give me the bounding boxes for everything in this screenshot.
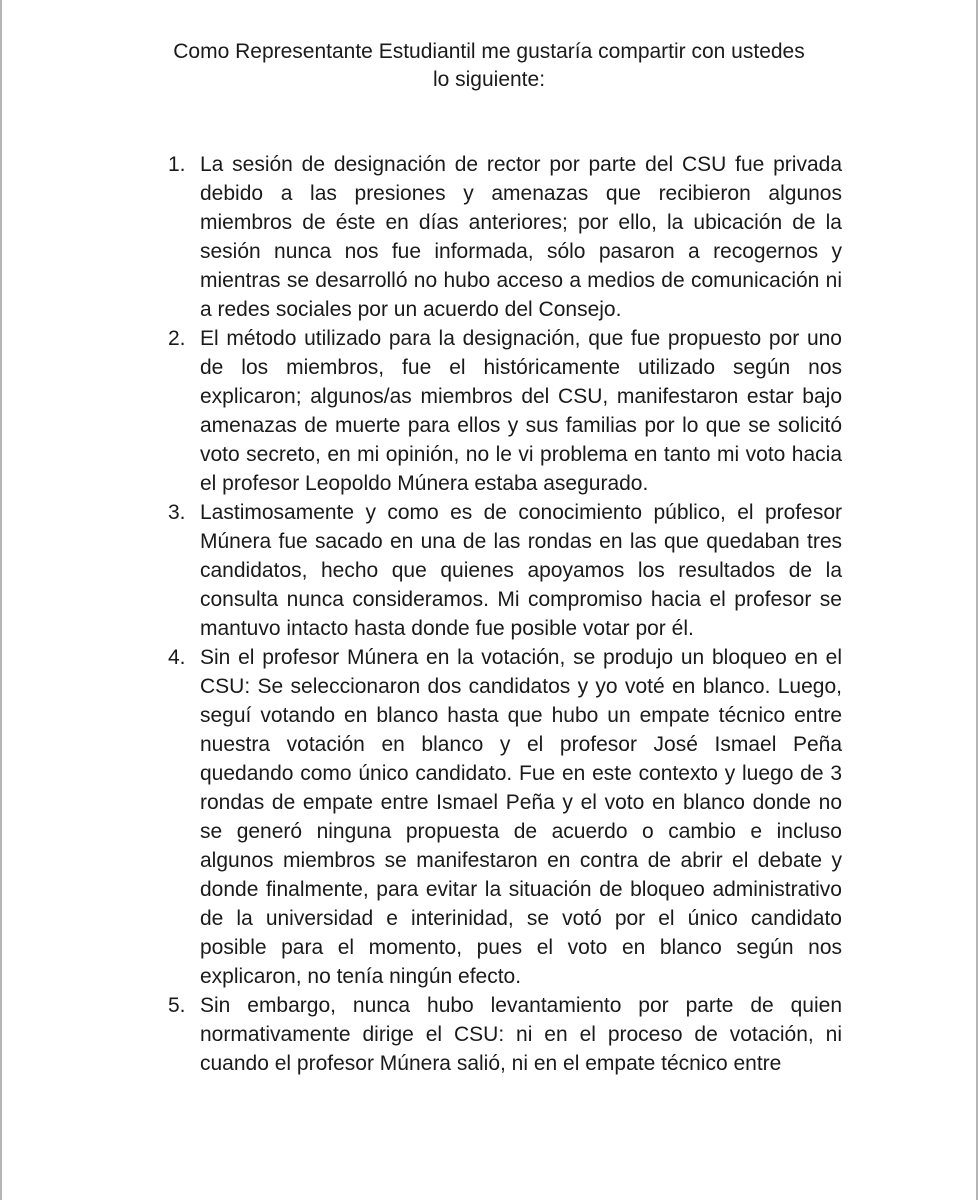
list-item-text: Lastimosamente y como es de conocimiento público, el profesor Múnera fue sacado en una de las rondas en las que quedaban tres candidatos, hecho que quienes apoyamos los resultados de la consulta nunca consideramos. Mi compromiso hacia el profesor se mantuvo intacto hasta donde fue posible votar por él. xyxy=(200,501,842,640)
list-number: 5. xyxy=(168,994,186,1017)
list-item-text: Sin embargo, nunca hubo levantamiento por parte de quien normativamente dirige el CSU: ni en el proceso de votación, ni cuando el profesor Múnera salió, ni en el empate técnico entre xyxy=(200,994,842,1075)
header-line-2: lo siguiente: xyxy=(432,68,546,91)
header-line-1: Como Representante Estudiantil me gustaría compartir con ustedes xyxy=(173,40,805,63)
list-item-text: La sesión de designación de rector por parte del CSU fue privada debido a las presiones y amenazas que recibieron algunos miembros de éste en días anteriores; por ello, la ubicación de la sesión nunca nos fue informada, sólo pasaron a recogernos y mientras se desarrolló no hubo acceso a medios de comunicación ni a redes sociales por un acuerdo del Consejo. xyxy=(200,153,842,321)
list-item-1 xyxy=(168,150,842,324)
document-header xyxy=(2,38,976,94)
list-number: 3. xyxy=(168,501,186,524)
list-number: 1. xyxy=(168,153,186,176)
list-item-text: El método utilizado para la designación, que fue propuesto por uno de los miembros, fue el históricamente utilizado según nos explicaron; algunos/as miembros del CSU, manifestaron estar bajo amenazas de muerte para ellos y sus familias por lo que se solicitó voto secreto, en mi opinión, no le vi problema en tanto mi voto hacia el profesor Leopoldo Múnera estaba asegurado. xyxy=(200,327,842,495)
list-number: 4. xyxy=(168,646,186,669)
list-item-2 xyxy=(168,324,842,498)
list-item-5 xyxy=(168,991,842,1078)
list-item-3 xyxy=(168,498,842,643)
list-item-text: Sin el profesor Múnera en la votación, se produjo un bloqueo en el CSU: Se seleccionaron dos candidatos y yo voté en blanco. Luego, seguí votando en blanco hasta que hubo un empate técnico entre nuestra votación en blanco y el profesor José Ismael Peña quedando como único candidato. Fue en este contexto y luego de 3 rondas de empate entre Ismael Peña y el voto en blanco donde no se generó ninguna propuesta de acuerdo o cambio e incluso algunos miembros se manifestaron en contra de abrir el debate y donde finalmente, para evitar la situación de bloqueo administrativo de la universidad e interinidad, se votó por el único candidato posible para el momento, pues el voto en blanco según nos explicaron, no tenía ningún efecto. xyxy=(200,646,842,988)
numbered-list xyxy=(168,150,842,1078)
list-number: 2. xyxy=(168,327,186,350)
list-item-4 xyxy=(168,643,842,991)
